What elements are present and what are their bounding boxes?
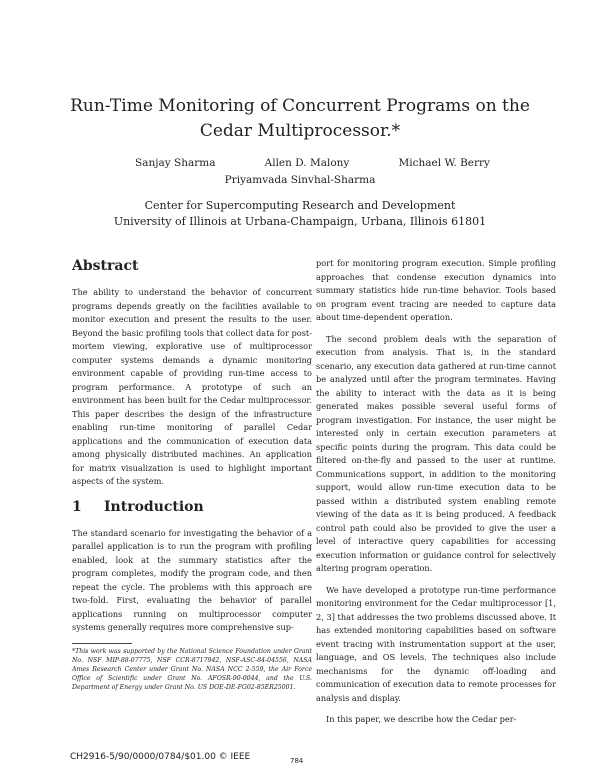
author-name: Priyamvada Sinvhal-Sharma <box>224 174 376 186</box>
abstract-heading: Abstract <box>72 258 139 274</box>
footnote: *This work was supported by the National Science Foundation under Grant No. NSF MIP-88-07775, NSF CCR-8717942, NSF-ASC-84-04556, NASA Ames Research Center under Grant No. NASA NCC 2-559, the Air Force Office of Scientific under Grant No. AFOSR-90-0044, and the U.S. Department of Energy under Grant No. US DOE-DE-FG02-85ER25001. <box>72 647 312 691</box>
section-heading-introduction <box>72 499 312 515</box>
section-number: 1 <box>72 498 82 515</box>
author-name: Allen D. Malony <box>264 157 350 169</box>
affiliation-university: University of Illinois at Urbana-Champaign, Urbana, Illinois 61801 <box>113 215 487 228</box>
body-paragraph: In this paper, we describe how the Cedar per- <box>326 714 517 724</box>
author-list <box>90 155 510 189</box>
author-name: Michael W. Berry <box>398 157 490 169</box>
body-paragraph: port for monitoring program execution. Simple profiling approaches that condense execution dynamics into summary statistics hide run-time behavior. Tools based on program event tracing are needed to capture data about time-dependent operation. <box>316 258 556 322</box>
left-column <box>72 258 312 692</box>
intro-paragraph: The standard scenario for investigating the behavior of a parallel application is to run the program with profiling enabled, look at the summary statistics after the program completes, modify the program code, and then repeat the cycle. The problems with this approach are two-fold. First, evaluating the behavior of parallel applications running on multiprocessor computer systems generally requires more comprehensive sup- <box>72 527 312 632</box>
paper-title: Run-Time Monitoring of Concurrent Programs on the Cedar Multiprocessor.* <box>70 96 530 141</box>
affiliation-center: Center for Supercomputing Research and Development <box>144 199 456 212</box>
page-number: 784 <box>290 757 304 765</box>
footnote-rule <box>72 643 132 644</box>
affiliation <box>70 198 530 230</box>
body-paragraph: The second problem deals with the separation of execution from analysis. That is, in the standard scenario, any execution data gathered at run-time cannot be analyzed until after the program terminates. Having the ability to interact with the data as it is being generated makes possible several useful forms of program investigation. For instance, the user might be interested only in certain execution parameters at specific points during the program. This data could be filtered on-the-fly and passed to the user at runtime. Communications support, in addition to the monitoring support, would allow run-time execution data to be passed within a distributed system enabling remote viewing of the data as it is being produced. A feedback control path could also be provided to give the user a level of interactive query capabilities for accessing execution information or guidance control for selectively altering program operation. <box>316 333 556 573</box>
body-paragraph: We have developed a prototype run-time performance monitoring environment for the Cedar multiprocessor [1, 2, 3] that addresses the two problems discussed above. It has extended monitoring capabilities based on software event tracing with instrumentation support at the user, language, and OS levels. The techniques also include mechanisms for the dynamic off-loading and communication of execution data to remote processes for analysis and display. <box>316 584 556 703</box>
copyright-code: CH2916-5/90/0000/0784/$01.00 © IEEE <box>70 752 251 762</box>
author-name: Sanjay Sharma <box>135 157 216 169</box>
abstract-text: The ability to understand the behavior of concurrent programs depends greatly on the facilities available to monitor execution and present the results to the user. Beyond the basic profiling tools that collect data for post-mortem viewing, explorative use of multiprocessor computer systems demands a dynamic monitoring environment capable of providing run-time access to program performance. A prototype of such an environment has been built for the Cedar multiprocessor. This paper describes the design of the infrastructure enabling run-time monitoring of parallel Cedar applications and the communication of execution data among physically distributed machines. An application for matrix visualization is used to highlight important aspects of the system. <box>72 287 312 486</box>
section-title: Introduction <box>104 498 204 515</box>
right-column <box>316 257 556 735</box>
